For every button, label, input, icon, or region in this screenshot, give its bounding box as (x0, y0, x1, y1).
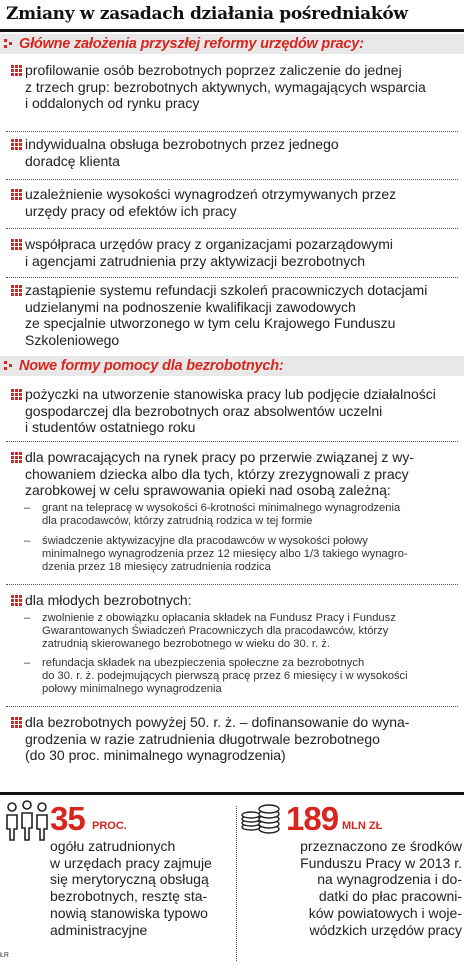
coins-icon (240, 800, 282, 836)
item-line: uzależnienie wysokości wynagrodzeń otrzymywanych przez (25, 186, 397, 202)
item-line: i studentów ostatniego roku (25, 419, 196, 435)
list-item (0, 186, 464, 222)
list-item (0, 282, 464, 350)
item-line: ze specjalnie utworzonego w tym celu Krajowego Funduszu (25, 315, 396, 331)
item-line: doradcę klienta (25, 152, 120, 169)
item-line: z trzech grup: bezrobotnych aktywnych, wymagających wsparcia (25, 78, 426, 95)
item-line: pożyczki na utworzenie stanowiska pracy lub podjęcie działalności (25, 386, 436, 402)
item-line: urzędy pracy od efektów ich pracy (25, 202, 237, 219)
bullet-icon (11, 595, 22, 606)
item-line: współpraca urzędów pracy z organizacjami pozarządowymi (25, 236, 394, 252)
sub-list-item (24, 657, 460, 699)
item-line: i oddalonych od rynku pracy (25, 95, 200, 111)
dash-marker: – (24, 502, 31, 514)
bullet-icon (11, 717, 22, 728)
stat-description (50, 838, 234, 938)
sub-line: świadczenie aktywizacyjne dla pracodawców w wysokości połowy (42, 535, 368, 547)
item-line: (do 30 proc. minimalnego wynagrodzenia) (25, 747, 286, 763)
item-line: profilowanie osób bezrobotnych poprzez zaliczenie do jednej (25, 62, 402, 78)
item-line: i agencjami zatrudnienia przy aktywizacji bezrobotnych (25, 252, 366, 269)
stat-line: się merytoryczną obsługą (50, 871, 209, 888)
sub-list-item (24, 535, 460, 577)
item-line: dla bezrobotnych powyżej 50. r. ż. – dofinansowanie do wyna- (25, 714, 410, 730)
dotted-divider (6, 228, 458, 229)
bullet-icon (11, 139, 22, 150)
dash-marker: – (24, 612, 31, 624)
bullet-icon (11, 65, 22, 76)
stat-description (286, 838, 462, 938)
section-label: Nowe formy pomocy dla bezrobotnych: (19, 358, 284, 374)
item-line: indywidualna obsługa bezrobotnych przez jednego (25, 136, 339, 152)
list-item (0, 714, 464, 766)
item-line: zastąpienie systemu refundacji szkoleń pracowniczych dotacjami (25, 282, 428, 298)
list-item (0, 236, 464, 272)
item-line: grodzenia w razie zatrudnienia długotrwale bezrobotnego (25, 730, 380, 747)
stat-line: bezrobotnych, resztę sta- (50, 888, 208, 905)
stat-line: Funduszu Pracy w 2013 r. (300, 854, 462, 871)
dash-marker: – (24, 657, 31, 669)
bullet-icon (11, 189, 22, 200)
stat-line: nowią stanowiska typowo (50, 904, 208, 921)
page-title: Zmiany w zasadach działania pośredniaków (6, 4, 408, 24)
sub-line: połowy minimalnego wynagrodzenia (42, 683, 222, 696)
stat-number: 35 (50, 800, 85, 837)
item-line: dla powracających na rynek pracy po przerwie związanej z wy- (25, 449, 415, 465)
stat-line: administracyjne (50, 921, 148, 938)
sub-list-item (24, 612, 460, 654)
stat-unit: MLN ZŁ (342, 820, 383, 832)
stat-unit: PROC. (92, 820, 127, 832)
stat-line: na wynagrodzenia i do- (317, 871, 462, 888)
title-rule (0, 29, 464, 32)
dotted-divider (6, 706, 458, 707)
dotted-divider (6, 277, 458, 278)
section-dots-icon (4, 361, 14, 371)
sub-line: zwolnienie z obowiązku opłacania składek na Fundusz Pracy i Fundusz (42, 612, 396, 624)
stats-divider (236, 806, 237, 961)
item-line: dla młodych bezrobotnych: (25, 592, 192, 608)
stat-line: przeznaczono ze środków (300, 838, 462, 854)
sub-line: Gwarantowanych Świadczeń Pracowniczych dla pracodawców, którzy (42, 625, 389, 638)
section-header-new-help (0, 356, 464, 376)
sub-line: refundacja składek na ubezpieczenia społeczne za bezrobotnych (42, 657, 365, 669)
sub-list-item (24, 502, 460, 530)
dotted-divider (6, 584, 458, 585)
section-dots-icon (4, 39, 14, 49)
dotted-divider (6, 441, 458, 442)
sub-line: do 30. r. ż. podejmujących pierwszą pracę przez 6 miesięcy i w wysokości (42, 670, 408, 683)
item-line: udzielanymi na podnoszenie kwalifikacji zawodowych (25, 298, 356, 315)
section-label: Główne założenia przyszłej reformy urzędów pracy: (19, 36, 364, 52)
stat-line: ków powiatowych i woje- (308, 904, 462, 921)
item-line: zarobkowej w celu sprawowania opieki nad osobą zależną: (25, 482, 391, 498)
list-item (0, 592, 464, 610)
bullet-icon (11, 285, 22, 296)
dotted-divider (6, 179, 458, 180)
stat-number: 189 (286, 800, 339, 837)
sub-line: zatrudnią skierowanego bezrobotnego w wieku do 30. r. ż. (42, 638, 330, 651)
stat-line: w urzędach pracy zajmuje (50, 854, 212, 871)
sub-line: dla pracodawców, którzy zatrudnią rodzica w tej formie (42, 515, 313, 528)
dash-marker: – (24, 535, 31, 547)
stats-rule (0, 792, 464, 795)
list-item (0, 449, 464, 501)
people-icon (4, 800, 50, 842)
item-line: gospodarczej dla bezrobotnych oraz absolwentów uczelni (25, 402, 383, 419)
section-header-main-reform (0, 34, 464, 54)
list-item (0, 386, 464, 438)
author-mark: ŁR (0, 952, 9, 959)
list-item (0, 62, 464, 114)
stat-line: ogółu zatrudnionych (50, 838, 176, 854)
sub-line: dzenia przez 18 miesięcy zatrudnienia rodzica (42, 561, 271, 574)
stat-line: wódzkich urzędów pracy (309, 921, 462, 938)
bullet-icon (11, 452, 22, 463)
item-line: chowaniem dziecka albo dla tych, którzy zrezygnowali z pracy (25, 465, 409, 482)
list-item (0, 136, 464, 172)
item-line: Szkoleniowego (25, 331, 120, 348)
sub-line: grant na telepracę w wysokości 6-krotności minimalnego wynagrodzenia (42, 502, 401, 514)
bullet-icon (11, 239, 22, 250)
sub-line: minimalnego wynagrodzenia przez 12 miesięcy albo 1/3 takiego wynagro- (42, 548, 408, 561)
dotted-divider (6, 131, 458, 132)
bullet-icon (11, 389, 22, 400)
stat-line: datki do płac pracowni- (318, 888, 462, 905)
